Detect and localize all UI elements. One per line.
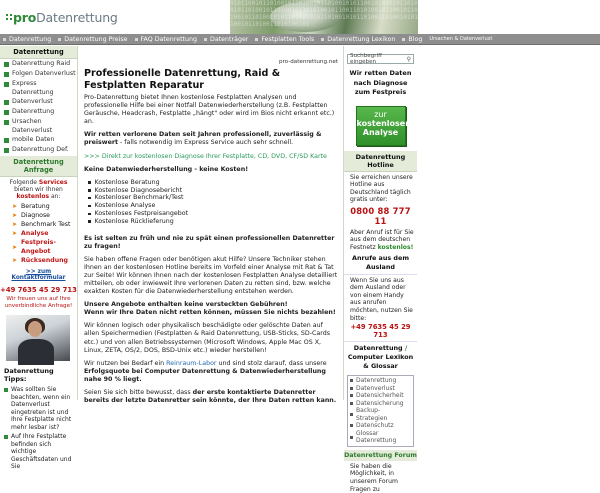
- early-advice-paragraph: Es ist selten zu früh und nie zu spät einen professionellen Datenretter zu fragen!: [84, 234, 335, 250]
- green-square-bullet-icon: [4, 148, 9, 153]
- list-item: Kostenlose Beratung: [88, 179, 338, 187]
- nav-item-datentraeger[interactable]: Datenträger: [201, 36, 252, 43]
- no-hidden-fees-paragraph: Unsere Angebote enthalten keine versteckten Gebühren! Wenn wir Ihre Daten nicht retten können, müssen Sie nichts bezahlen!: [84, 301, 336, 317]
- abroad-text: Wenn Sie uns aus dem Ausland oder von einem Handy aus anrufen möchten, nutzen Sie bitte:: [344, 274, 417, 323]
- logo-dots-icon: [6, 14, 12, 20]
- green-square-bullet-icon: [4, 388, 8, 392]
- sidebar-item-express-sub[interactable]: Datenrettung: [12, 89, 54, 96]
- lexicon-item[interactable]: Datenverlust: [350, 385, 411, 393]
- fixed-price-title: Wir retten Daten nach Diagnose zum Festpreis: [349, 69, 412, 96]
- list-item: Kostenlose Analyse: [88, 202, 338, 210]
- square-bullet-icon: [255, 38, 258, 41]
- phone-number-international[interactable]: +49 7635 45 29 713: [350, 323, 411, 340]
- site-logo[interactable]: [6, 10, 118, 25]
- arrow-right-icon: ➤: [12, 243, 18, 251]
- list-item: Kostenlose Rücklieferung: [88, 218, 338, 226]
- sidebar-item-ursachen-sub[interactable]: Datenverlust: [12, 127, 53, 134]
- diagnose-link[interactable]: >>> Direkt zur kostenlosen Diagnose Ihrer Festplatte, CD, DVD, CF/SD Karte: [84, 152, 327, 160]
- sidebar-item-datenrettung[interactable]: Datenrettung: [0, 107, 77, 117]
- hotline-heading: Datenrettung Hotline: [344, 151, 417, 172]
- green-square-bullet-icon: [4, 435, 8, 439]
- square-bullet-icon: [204, 38, 207, 41]
- square-bullet-icon: [135, 38, 138, 41]
- nav-item-preise[interactable]: Datenrettung Preise: [55, 36, 131, 43]
- square-bullet-icon: [350, 394, 353, 397]
- search-icon[interactable]: ⚲: [406, 55, 411, 63]
- logo-text: Datenrettung: [36, 10, 118, 25]
- cleanroom-link[interactable]: Reinraum-Labor: [166, 359, 217, 367]
- lexicon-item[interactable]: Datenschutz: [350, 422, 411, 430]
- page-title: Professionelle Datenrettung, Raid & Festplatten Reparatur: [84, 68, 281, 91]
- site-header: [0, 0, 600, 34]
- sidebar-item-definition[interactable]: Datenrettung Def.: [0, 145, 77, 155]
- hotline-text: Sie erreichen unsere Hotline aus Deutschland täglich gratis unter:: [350, 173, 413, 204]
- hotline-paragraph: Sie haben offene Fragen oder benötigen akut Hilfe? Unsere Techniker stehen Ihnen an der kostenlosen Hotline bereits im Vorfeld einer Analyse mit Rat & Tat zur Seite! Wir können Ihnen nach der kostenlosen Festplatten Analyse detailliert mitteilen, ob oder inwieweit Ihre verlorenen Daten zu retten sind, bzw. welche exakten Kosten für die Datenwiederherstellung entstehen werden.: [84, 255, 338, 296]
- square-bullet-icon: [350, 436, 353, 439]
- green-square-bullet-icon: [4, 100, 9, 105]
- nav-item-ursachen[interactable]: Ursachen & Datenverlust: [429, 36, 493, 42]
- abroad-heading: Anrufe aus dem Ausland: [352, 253, 409, 271]
- success-rate-paragraph: Wir nutzen bei Bedarf ein Reinraum-Labor und sind stolz darauf, dass unsere Erfolgsquote bei Computer Datenrettung & Datenwiederherstellung nahe 90 % liegt.: [84, 359, 327, 383]
- tip-item[interactable]: Was sollten Sie beachten, wenn ein Datenverlust eingetreten ist und Ihre Festplatte nicht mehr lesbar ist?: [0, 385, 77, 432]
- main-content: [80, 46, 342, 405]
- forum-text: Sie haben die Möglichkeit, in unserem Forum Fragen zu: [350, 462, 398, 493]
- contact-form-link[interactable]: >> zum Kontaktformular: [11, 269, 66, 281]
- sidebar-item-mobile[interactable]: mobile Daten: [0, 135, 77, 145]
- arrow-right-icon: ➤: [12, 230, 18, 237]
- service-diagnose: ➤ Diagnose: [12, 212, 50, 219]
- green-square-bullet-icon: [4, 110, 9, 115]
- nav-item-tools[interactable]: Festplatten Tools: [252, 36, 318, 43]
- forum-heading: Datenrettung Forum: [344, 451, 417, 459]
- lexicon-item[interactable]: Datensicherung: [350, 400, 411, 408]
- service-beratung: ➤ Beratung: [12, 203, 50, 210]
- support-agent-photo: [6, 315, 70, 361]
- intro-paragraph: Pro-Datenrettung bietet Ihnen kostenlose Festplatten Analysen und professionelle Hilfe bei einer Notfall Datenwiederherstellung (z.B. Festplatten Geräusche, Headcrash, Festplatte „hängt" oder wird im Bios nicht erkannt etc.) an.: [84, 94, 335, 126]
- green-square-bullet-icon: [4, 120, 9, 125]
- service-ruecksendung: ➤ Rücksendung: [12, 257, 68, 264]
- list-item: Kostenlose Diagnosebericht: [88, 187, 338, 195]
- binary-digits-decoration: 0101100101101001011010010110100101011001010101011010010110100101101001011010100101100110101001011001011010010110100101011010010101101001010110100110100101011001011010011010100101: [230, 0, 418, 28]
- square-bullet-icon: [58, 38, 61, 41]
- services-intro: Folgende Services bieten wir Ihnen kostenlos an:: [9, 179, 68, 200]
- green-square-bullet-icon: [4, 72, 9, 77]
- phone-number-left[interactable]: +49 7635 45 29 713: [0, 286, 77, 294]
- green-square-bullet-icon: [4, 62, 9, 67]
- sidebar-heading-datenrettung: Datenrettung: [0, 46, 77, 59]
- nav-item-blog[interactable]: Blog: [399, 36, 426, 43]
- square-bullet-icon: [350, 387, 353, 390]
- right-sidebar: [343, 46, 417, 493]
- tip-item[interactable]: Auf Ihre Festplatte befinden sich wichtige Geschäftsdaten und Sie: [0, 432, 77, 472]
- lexicon-list: [347, 375, 414, 447]
- nav-item-lexikon[interactable]: Datenrettung Lexikon: [318, 36, 399, 43]
- service-festpreis: ➤ Festpreis-Angebot: [12, 239, 56, 255]
- square-bullet-icon: [402, 38, 405, 41]
- square-bullet-icon: [3, 38, 6, 41]
- lexicon-item[interactable]: Glossar Datenrettung: [350, 430, 411, 445]
- lexicon-item[interactable]: Datenrettung: [350, 377, 411, 385]
- media-paragraph: Wir können logisch oder physikalisch beschädigte oder gelöschte Daten auf allen Speichermedien (Festplatten & Raid Datenrettung, USB-Sticks, SD-Cards etc.) und von allen Betriebssystemen (Microsoft Windows, Apple Mac OS X, Linux, ZETA, OS/2, DOS, BSD-Unix etc.) wieder herstellen!: [84, 322, 331, 354]
- lexicon-item[interactable]: Datensicherheit: [350, 392, 411, 400]
- arrow-right-icon: ➤: [12, 257, 18, 264]
- free-analysis-button[interactable]: zur kostenlosen Analyse: [356, 106, 406, 146]
- square-bullet-icon: [350, 424, 353, 427]
- lexicon-item[interactable]: Backup-Strategien: [350, 407, 411, 422]
- list-item: Kostenloser Benchmark/Test: [88, 194, 338, 202]
- no-cost-heading: Keine Datenwiederherstellung - keine Kosten!: [84, 165, 249, 173]
- sidebar-item-datenverlust[interactable]: Datenverlust: [0, 97, 77, 107]
- site-domain-label: pro-datenrettung.net: [278, 59, 338, 65]
- header-banner-image: [230, 0, 418, 34]
- green-square-bullet-icon: [4, 82, 9, 87]
- search-input[interactable]: Suchbegriff eingeben ⚲: [347, 54, 414, 64]
- inquiry-note: Wir freuen uns auf Ihre unverbindliche Anfrage!: [4, 296, 73, 309]
- arrow-right-icon: ➤: [12, 221, 18, 228]
- main-navigation: [0, 34, 600, 45]
- nav-item-datenrettung[interactable]: Datenrettung: [0, 36, 55, 43]
- square-bullet-icon: [350, 402, 353, 405]
- green-square-bullet-icon: [4, 138, 9, 143]
- first-recoverer-paragraph: Seien Sie sich bitte bewusst, dass der erste kontaktierte Datenretter bereits der letzte Datenretter sein könnte, der Ihre Daten retten kann.: [84, 389, 337, 405]
- square-bullet-icon: [350, 413, 353, 416]
- free-call-text: Aber Anruf ist für Sie aus dem deutschen Festnetz kostenlos!: [350, 228, 414, 252]
- service-paragraph: Wir retten verlorene Daten seit Jahren professionell, zuverlässig & preiswert - falls notwendig im Express Service auch sehr schnell.: [84, 131, 322, 147]
- service-benchmark: ➤ Benchmark Test: [12, 221, 71, 228]
- left-sidebar: [0, 46, 78, 470]
- lexicon-heading: Datenrettung / Computer Lexikon & Glossar: [344, 341, 417, 373]
- arrow-right-icon: ➤: [12, 203, 18, 210]
- sidebar-item-raid[interactable]: Datenrettung Raid: [0, 59, 77, 69]
- sidebar-heading-anfrage: Datenrettung Anfrage: [0, 156, 77, 177]
- phone-number-germany[interactable]: 0800 88 777 11: [350, 205, 411, 226]
- logo-prefix: pro: [13, 10, 37, 25]
- sidebar-item-folgen[interactable]: Folgen Datenverlust: [0, 69, 77, 79]
- sidebar-item-ursachen[interactable]: Ursachen: [0, 117, 77, 127]
- feature-list: [82, 179, 340, 232]
- nav-item-faq[interactable]: FAQ Datenrettung: [132, 36, 201, 43]
- sidebar-item-express[interactable]: Express: [0, 79, 77, 89]
- square-bullet-icon: [321, 38, 324, 41]
- service-analyse: ➤ Analyse: [12, 230, 49, 237]
- arrow-right-icon: ➤: [12, 212, 18, 219]
- tips-heading: Datenrettung Tipps:: [4, 367, 54, 383]
- square-bullet-icon: [350, 379, 353, 382]
- list-item: Kostenloses Festpreisangebot: [88, 210, 338, 218]
